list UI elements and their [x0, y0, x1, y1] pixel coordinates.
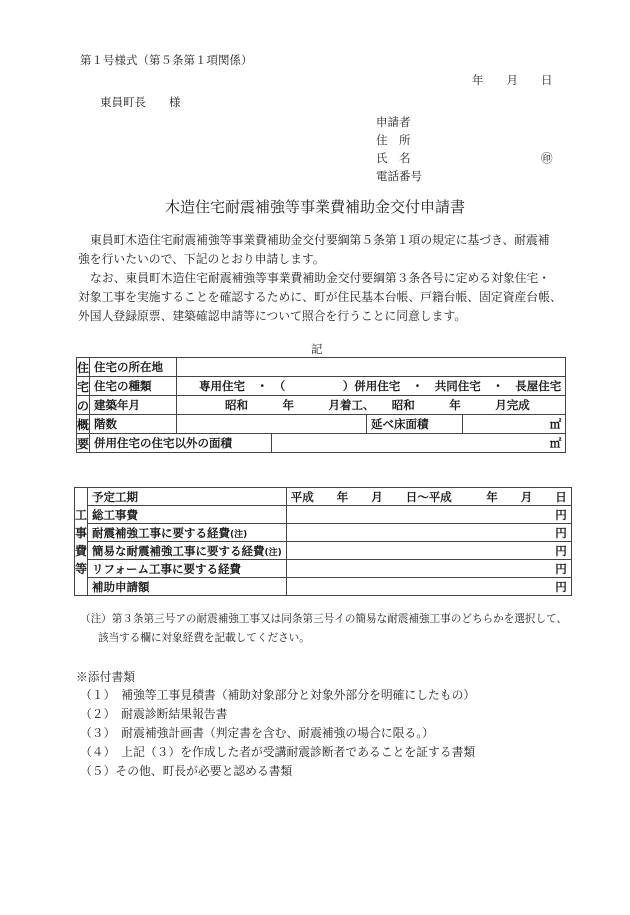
table-row	[77, 434, 566, 453]
year-value[interactable]: 昭和 年 月着工、 昭和 年 月完成	[177, 396, 566, 415]
nonresidential-area-unit[interactable]: ㎡	[272, 434, 566, 453]
floors-label: 階数	[90, 415, 177, 434]
subsidy-amount-unit[interactable]: 円	[286, 578, 571, 596]
date-line: 年 月 日	[472, 73, 553, 87]
side-label-char: 費	[75, 542, 88, 560]
body-paragraph-1-line-2: 強を行いたいので、下記のとおり申請します。	[78, 252, 325, 266]
side-label-blank	[75, 578, 88, 596]
side-label-char: 工	[75, 506, 88, 524]
note-mark: (注)	[264, 547, 282, 558]
table-row	[77, 396, 566, 415]
side-label-char: 要	[77, 434, 90, 453]
attachment-item: （５）その他、町長が必要と認める書類	[80, 764, 293, 778]
housing-overview-table	[76, 357, 566, 453]
side-label-char: 住	[77, 358, 90, 377]
floors-value-cell[interactable]	[177, 415, 367, 434]
side-label-char: 等	[75, 560, 88, 578]
ki-heading: 記	[311, 342, 323, 356]
table-row	[75, 578, 572, 596]
works-cost-table	[74, 487, 572, 596]
year-label: 建築年月	[90, 396, 177, 415]
attachment-item: （２） 耐震診断結果報告書	[80, 707, 228, 721]
table-row	[75, 524, 572, 542]
table-row	[75, 506, 572, 524]
total-cost-label: 総工事費	[88, 506, 287, 524]
subsidy-amount-label: 補助申請額	[88, 578, 287, 596]
location-value-cell[interactable]	[177, 358, 566, 377]
table-row	[75, 488, 572, 506]
nonresidential-area-label: 併用住宅の住宅以外の面積	[90, 434, 272, 453]
applicant-phone-label: 電話番号	[376, 169, 422, 183]
floor-area-unit[interactable]: ㎡	[463, 415, 566, 434]
addressee: 東員町長 様	[100, 95, 181, 109]
form-number: 第１号様式（第５条第１項関係）	[80, 53, 253, 67]
table-row	[75, 542, 572, 560]
table-row	[77, 377, 566, 396]
table-row	[75, 560, 572, 578]
simple-reinforcement-cost-text: 簡易な耐震補強工事に要する経費	[92, 543, 265, 558]
table-row	[77, 358, 566, 377]
simple-reinforcement-cost-label	[88, 542, 287, 560]
body-paragraph-2-line-3: 外国人登録原票、建築確認申請等について照合を行うことに同意します。	[78, 309, 467, 323]
reinforcement-cost-label	[88, 524, 287, 542]
reinforcement-cost-text: 耐震補強工事に要する経費	[92, 525, 231, 540]
attachments-heading: ※添付書類	[76, 670, 135, 684]
side-label-char: 概	[77, 415, 90, 434]
floor-area-label: 延べ床面積	[367, 415, 463, 434]
table-row	[77, 415, 566, 434]
period-value[interactable]: 平成 年 月 日～平成 年 月 日	[286, 488, 571, 506]
simple-reinforcement-cost-unit[interactable]: 円	[286, 542, 571, 560]
reinforcement-cost-unit[interactable]: 円	[286, 524, 571, 542]
note-line-2: 該当する欄に対象経費を記載してください。	[98, 632, 310, 644]
applicant-name-label: 氏 名	[376, 151, 411, 165]
document-title: 木造住宅耐震補強等事業費補助金交付申請書	[164, 198, 465, 216]
attachment-item: （３） 耐震補強計画書（判定書を含む、耐震補強の場合に限る。）	[80, 726, 434, 740]
attachment-item: （１） 補強等工事見積書（補助対象部分と対象外部分を明確にしたもの）	[80, 688, 476, 702]
note-line-1: （注）第３条第三号アの耐震補強工事又は同条第三号イの簡易な耐震補強工事のどちらかを選択して、	[80, 613, 568, 625]
location-label: 住宅の所在地	[90, 358, 177, 377]
attachment-item: （４） 上記（３）を作成した者が受講耐震診断者であることを証する書類	[80, 745, 476, 759]
side-label-char: 宅	[77, 377, 90, 396]
note-mark: (注)	[230, 529, 248, 540]
applicant-address-label: 住 所	[376, 133, 411, 147]
reform-cost-unit[interactable]: 円	[286, 560, 571, 578]
body-paragraph-2-line-1: なお、東員町木造住宅耐震補強等事業費補助金交付要綱第３条各号に定める対象住宅・	[90, 271, 551, 285]
side-label-char: 事	[75, 524, 88, 542]
reform-cost-label: リフォーム工事に要する経費	[88, 560, 287, 578]
seal-mark: ㊞	[541, 151, 553, 165]
period-label: 予定工期	[88, 488, 287, 506]
type-options[interactable]: 専用住宅 ・ （ ）併用住宅 ・ 共同住宅 ・ 長屋住宅	[177, 377, 566, 396]
applicant-label: 申請者	[376, 115, 411, 129]
body-paragraph-1-line-1: 東員町木造住宅耐震補強等事業費補助金交付要綱第５条第１項の規定に基づき、耐震補	[90, 233, 550, 247]
side-label-blank	[75, 488, 88, 506]
body-paragraph-2-line-2: 対象工事を実施することを確認するために、町が住民基本台帳、戸籍台帳、固定資産台帳、	[78, 290, 562, 304]
side-label-char: の	[77, 396, 90, 415]
total-cost-unit[interactable]: 円	[286, 506, 571, 524]
type-label: 住宅の種類	[90, 377, 177, 396]
